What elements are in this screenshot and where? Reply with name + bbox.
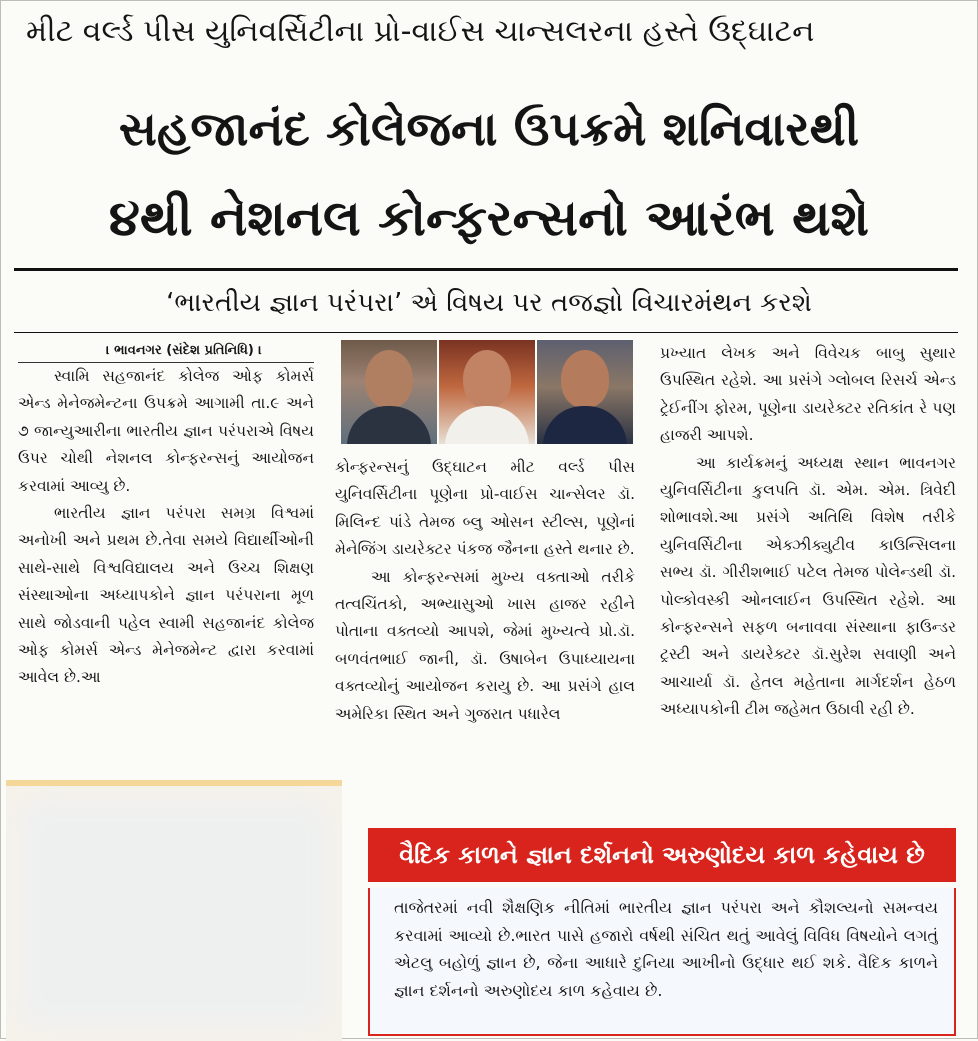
column-1-paragraph-2: ભારતીય જ્ઞાન પરંપરા સમગ્ર વિશ્વમાં અનોખી અને પ્રથમ છે.તેવા સમયે વિદ્યાર્થીઓની સાથે-સાથે વિશ્વવિદ્યાલય અને ઉચ્ચ શિક્ષણ સંસ્થાઓના અધ્યાપકોને જ્ઞાન પરંપરાના મૂળ સાથે જોડવાની પહેલ સ્વામી સહજાનંદ કોલેજ ઓફ કોમર્સ એન્ડ મેનેજમેન્ટ દ્વારા કરવામાં આવેલ છે.આ [18,504,314,687]
sidebar-box-text: તાજેતરમાં નવી શૈક્ષણિક નીતિમાં ભારતીય જ્ઞાન પરંપરા અને કૌશલ્યનો સમન્વય કરવામાં આવ્યો છે.ભારત પાસે હજારો વર્ષથી સંચિત થતું આવેલું વિવિધ વિષયોને લગતું એટલુ બહોળું જ્ઞાન છે, જેના આધારે દુનિયા આખીનો ઉદ્ધાર થઈ શકે. વૈદિક કાળને જ્ઞાન દર્શનનો અરુણોદય કાળ કહેવાય છે. [394,898,938,1000]
kicker-line: મીટ વર્લ્ડ પીસ યુનિવર્સિટીના પ્રો-વાઈસ ચાન્સલરના હસ્તે ઉદ્ઘાટન [26,14,815,49]
sidebar-box-body [368,888,956,1036]
headline-rule [14,268,958,271]
sidebar-box-title: વૈદિક કાળને જ્ઞાન દર્શનનો અરુણોદય કાળ કહેવાય છે [368,828,956,882]
column-3-paragraph-2: આ કાર્યક્રમનું અધ્યક્ષ સ્થાન ભાવનગર યુનિવર્સિટીના કુલપતિ ડૉ. એમ. એમ. ત્રિવેદી શોભાવશે.આ પ્રસંગે અતિથિ વિશેષ તરીકે યુનિવર્સિટીના એક્ઝીક્યુટીવ કાઉન્સિલના સભ્ય ડૉ. ગીરીશભાઈ પટેલ તેમજ પોલેન્ડથી ડૉ. પોલ્કોવસ્કી ઓનલાઈન ઉપસ્થિત રહેશે. આ કોન્ફરન્સને સફળ બનાવવા સંસ્થાના ફાઉન્ડર ટ્રસ્ટી અને ડાયરેક્ટર ડૉ.સુરેશ સવાણી અને આચાર્યા ડૉ. હેતલ મહેતાના માર્ગદર્શન હેઠળ અધ્યાપકોની ટીમ જહેમત ઉઠાવી રહી છે. [660,453,956,719]
sidebar-box [368,828,956,1036]
speaker-photo-2 [439,340,535,444]
column-2 [335,454,635,794]
column-2-paragraph-1: કોન્ફરન્સનું ઉદ્ઘાટન મીટ વર્લ્ડ પીસ યુનિવર્સિટીના પૂણેના પ્રો-વાઈસ ચાન્સેલર ડૉ. મિલિન્દ પાંડે તેમજ બ્લુ ઓસન સ્ટીલ્સ, પૂણેનાં મેનેજિંગ ડાયરેક્ટર પંકજ જૈનના હસ્તે થનાર છે. [335,458,635,559]
subheadline-rule [14,332,958,333]
speaker-photo-1 [341,340,437,444]
dateline: । ભાવનગર (સંદેશ પ્રતિનિધિ) । [18,340,314,363]
speaker-photos [341,340,635,444]
column-3 [660,340,956,800]
headline-line-2: ૪થી નેશનલ કોન્ફરન્સનો આરંભ થશે [108,189,870,247]
column-1-paragraph-1: સ્વામિ સહજાનંદ કોલેજ ઓફ કોમર્સ એન્ડ મેનેજમેન્ટના ઉપક્રમે આગામી તા.૯ અને ૭ જાન્યુઆરીના ભારતીય જ્ઞાન પરંપરાએ વિષય ઉપર ચોથી નેશનલ કોન્ફરન્સનું આયોજન કરવામાં આવ્યુ છે. [18,367,314,495]
subheadline: ‘ભારતીય જ્ઞાન પરંપરા’ એ વિષય પર તજજ્ઞો વિચારમંથન કરશે [166,288,812,318]
blurred-advertisement [6,780,342,1041]
column-1 [18,340,314,760]
column-3-paragraph-1: પ્રખ્યાત લેખક અને વિવેચક બાબુ સુથાર ઉપસ્થિત રહેશે. આ પ્રસંગે ગ્લોબલ રિસર્ચ એન્ડ ટ્રેઈનીંગ ફોરમ, પૂણેના ડાયરેક્ટર રતિકાંત રે પણ હાજરી આપશે. [660,344,956,445]
speaker-photo-3 [537,340,633,444]
column-2-paragraph-2: આ કોન્ફરન્સમાં મુખ્ય વક્તાઓ તરીકે તત્વચિંતકો, અભ્યાસુઓ ખાસ હાજર રહીને પોતાના વક્તવ્યો આપશે, જેમાં મુખ્યત્વે પ્રો.ડૉ. બળવંતભાઈ જાની, ડૉ. ઉષાબેન ઉપાધ્યાયના વક્તવ્યોનું આયોજન કરાયુ છે. આ પ્રસંગે હાલ અમેરિકા સ્થિત અને ગુજરાત પધારેલ [335,567,635,723]
headline-line-1: સહજાનંદ કોલેજના ઉપક્રમે શનિવારથી [118,102,860,157]
